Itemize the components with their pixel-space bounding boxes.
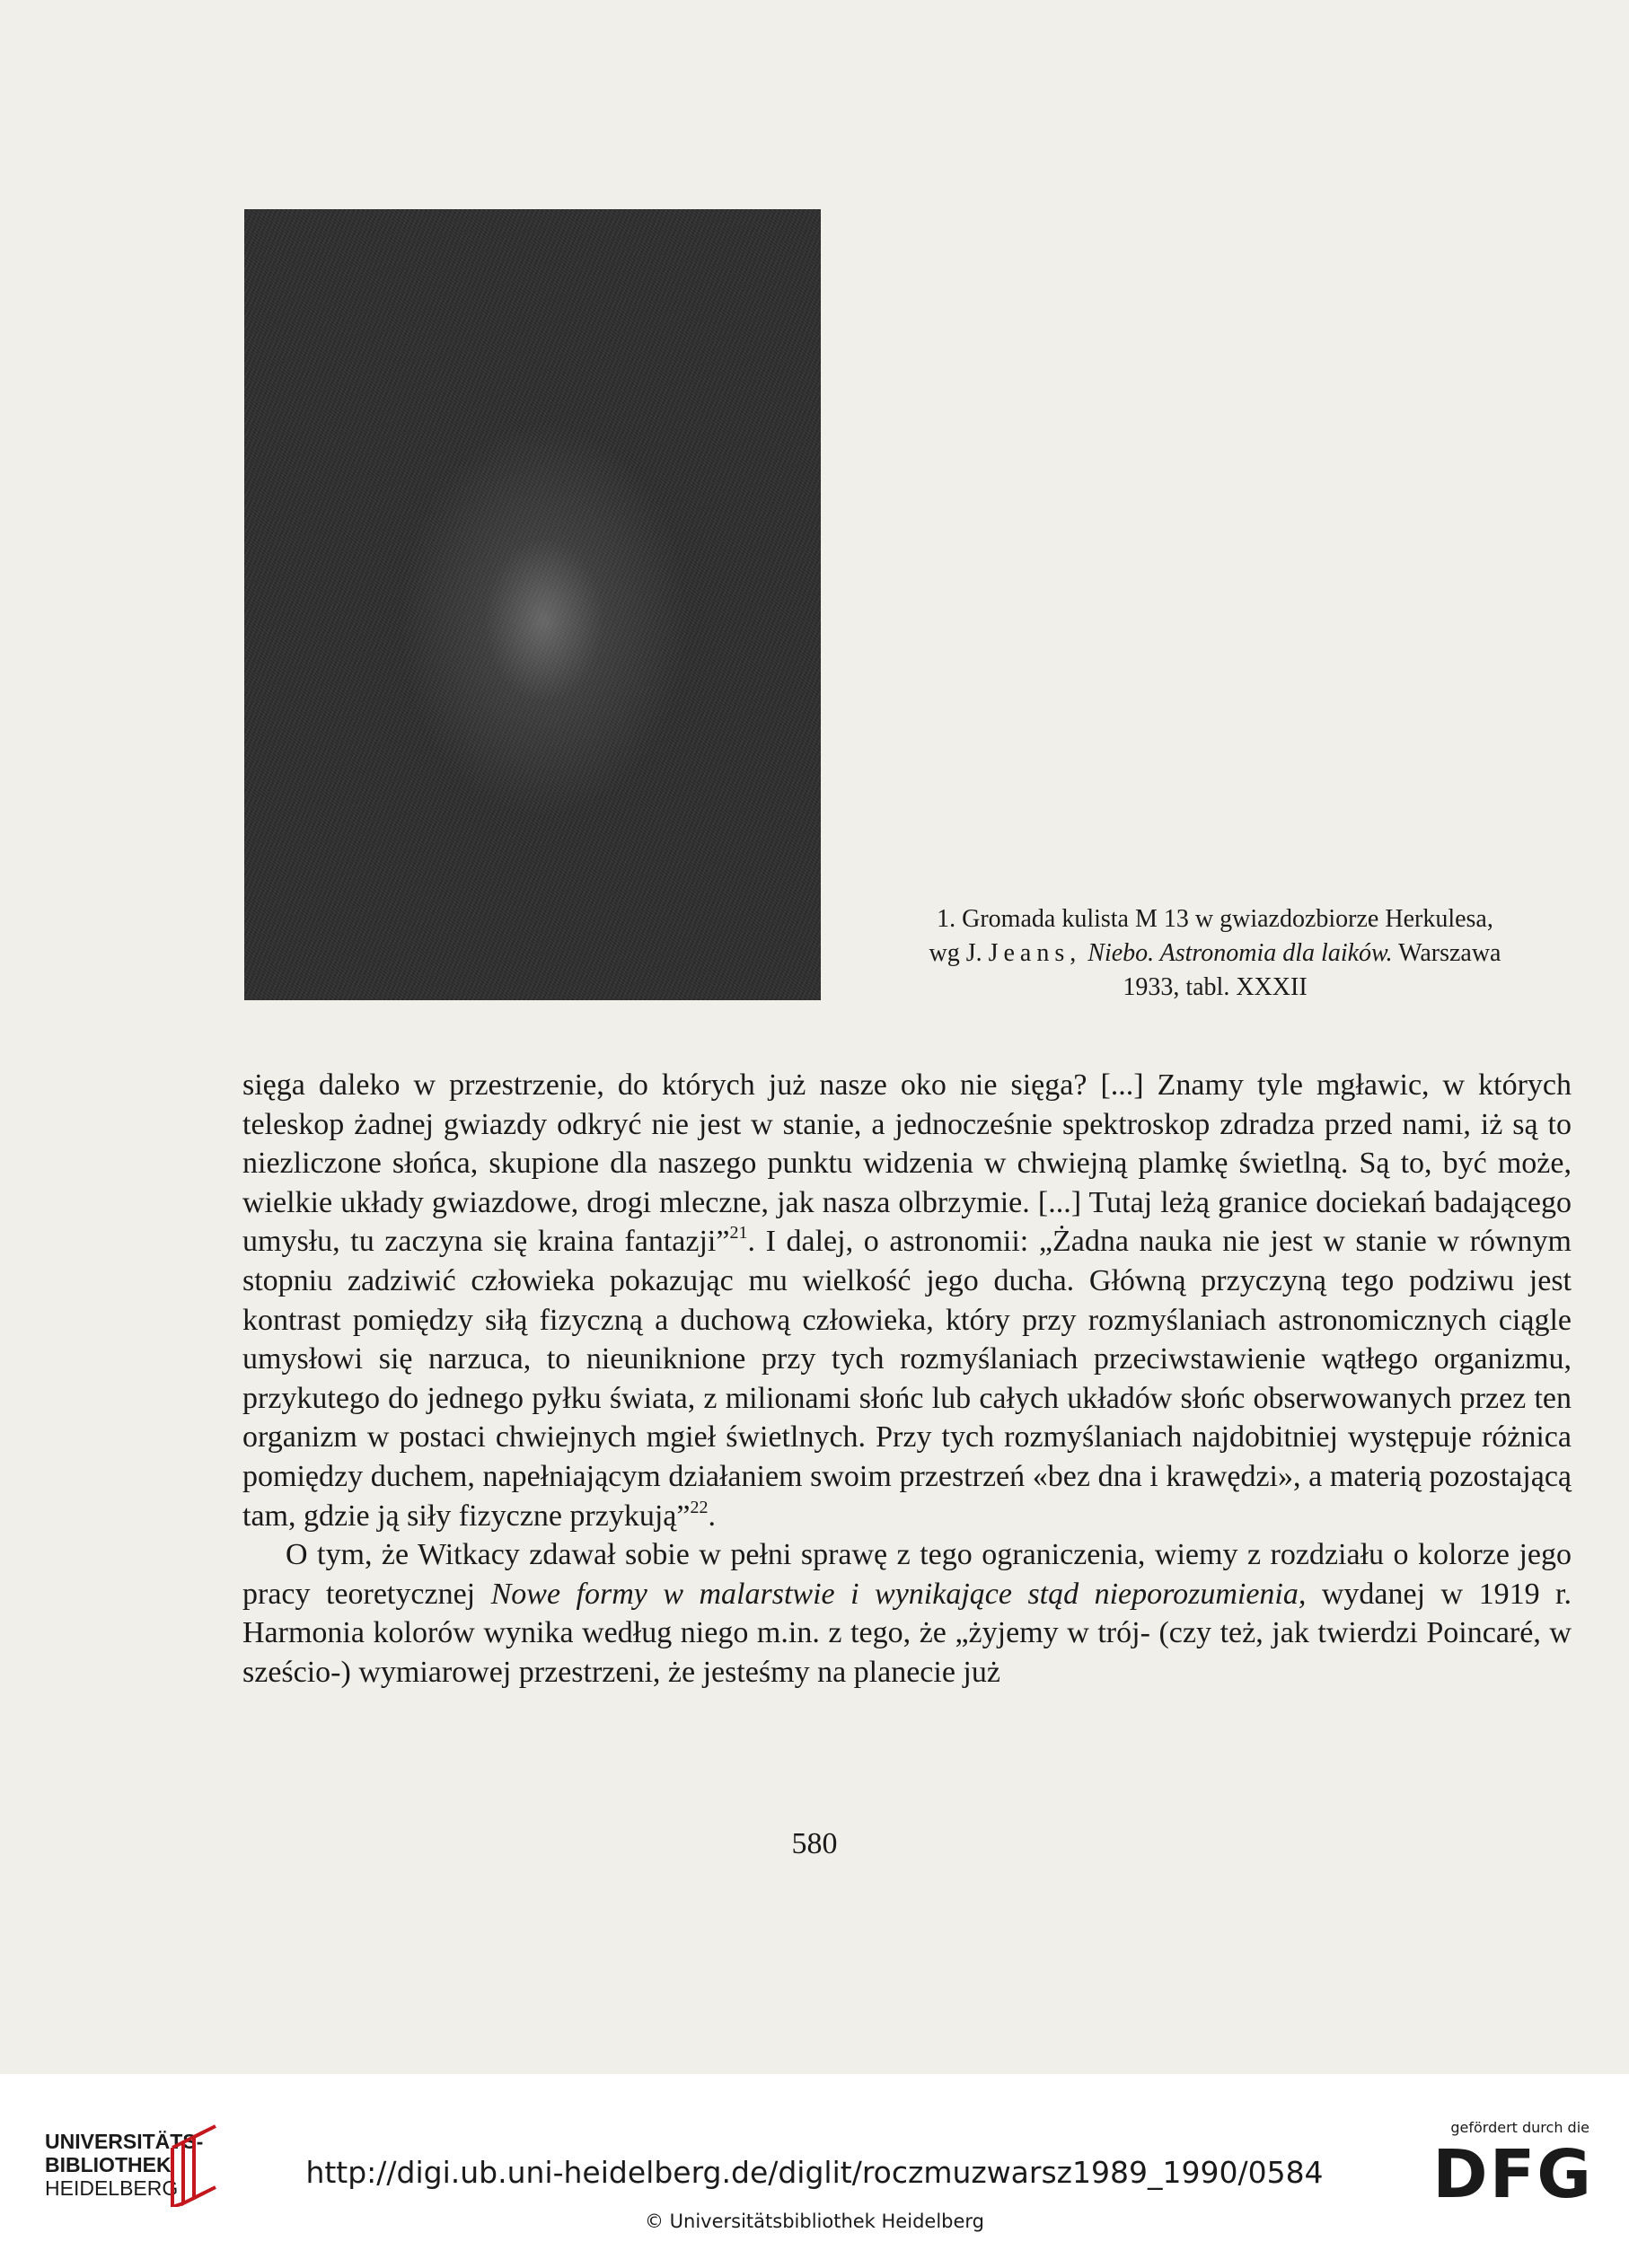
library-name-line-3: HEIDELBERG — [45, 2176, 179, 2200]
caption-place: Warszawa — [1392, 939, 1501, 967]
body-text — [242, 1066, 1572, 1692]
caption-line-1: 1. Gromada kulista M 13 w gwiazdozbiorze Herkulesa, — [937, 905, 1493, 933]
paragraph-1-text-b: . I dalej, o astronomii: „Żadna nauka nie jest w stanie w równym stopniu zadziwić człowieka pokazując mu wielkość jego ducha. Główną przyczyną tego podziwu jest kontrast pomiędzy siłą fizyczną a duchową człowieka, który przy rozmyślaniach astronomicznych ciągle umysłowi się narzuca, to nieuniknione przy tych rozmyślaniach przeciwstawienie wątłego organizmu, przykutego do jednego pyłku świata, z milionami słońc lub całych układów słońc obserwowanych przez ten organizm w postaci chwiejnych mgieł świetlnych. Przy tych rozmyślaniach najdobitniej występuje różnica pomiędzy duchem, napełniającym działaniem swoim przestrzeń «bez dna i krawędzi», a materią pozostającą tam, gdzie ją siły fizyczne przykują” — [242, 1225, 1572, 1533]
viewer-footer — [0, 2074, 1629, 2268]
dfg-logo[interactable]: DFG — [1432, 2136, 1593, 2213]
funder-label: gefördert durch die — [1450, 2119, 1589, 2136]
paragraph-2 — [242, 1535, 1572, 1692]
paragraph-2-text-b: wydanej w 1919 r. Harmonia kolorów wynika według niego m.in. z tego, że „żyjemy w trój- (czy też, jak twierdzi Poincaré, w sześcio-) wymiarowej przestrzeni, że jesteśmy na planecie już — [242, 1577, 1572, 1689]
figure-photograph — [244, 209, 821, 1000]
paragraph-1-text-a: sięga daleko w przestrzenie, do których już nasze oko nie sięga? [...] Znamy tyle mgławic, w których teleskop żadnej gwiazdy odkryć nie jest w stanie, a jednocześnie spektroskop zdradza przed nami, iż są to niezliczone słońca, skupione dla naszego punktu widzenia w chwiejną plamkę świetlną. Są to, być może, wielkie układy gwiazdowe, drogi mleczne, jak nasza olbrzymie. [...] Tutaj leżą granice dociekań badającego umysłu, tu zaczyna się kraina fantazji” — [242, 1068, 1572, 1259]
caption-book-title: Niebo. Astronomia dla laików. — [1087, 939, 1393, 967]
caption-author: Jeans, — [988, 939, 1082, 967]
footnote-ref-21: 21 — [729, 1223, 748, 1244]
paragraph-1-text-c: . — [708, 1499, 716, 1533]
footnote-ref-22: 22 — [690, 1497, 709, 1517]
paragraph-2-text-a: O tym, że Witkacy zdawał sobie w pełni sprawę z tego ograniczenia, wiemy z rozdziału o kolorze jego pracy teoretycznej — [242, 1538, 1572, 1611]
permalink-url[interactable]: http://digi.ub.uni-heidelberg.de/diglit/roczmuzwarsz1989_1990/0584 — [305, 2155, 1324, 2190]
paragraph-2-book-title: Nowe formy w malarstwie i wynikające stąd nieporozumienia, — [490, 1577, 1307, 1611]
figure-caption — [860, 902, 1570, 1005]
paragraph-1 — [242, 1066, 1572, 1535]
caption-prefix: wg J. — [929, 939, 989, 967]
caption-line-3: 1933, tabl. XXXII — [1123, 973, 1308, 1001]
library-name-line-1: UNIVERSITÄTS- — [45, 2130, 204, 2153]
copyright-notice: © Universitätsbibliothek Heidelberg — [644, 2211, 984, 2232]
page-number: 580 — [791, 1827, 838, 1860]
library-name-line-2: BIBLIOTHEK — [45, 2153, 172, 2176]
